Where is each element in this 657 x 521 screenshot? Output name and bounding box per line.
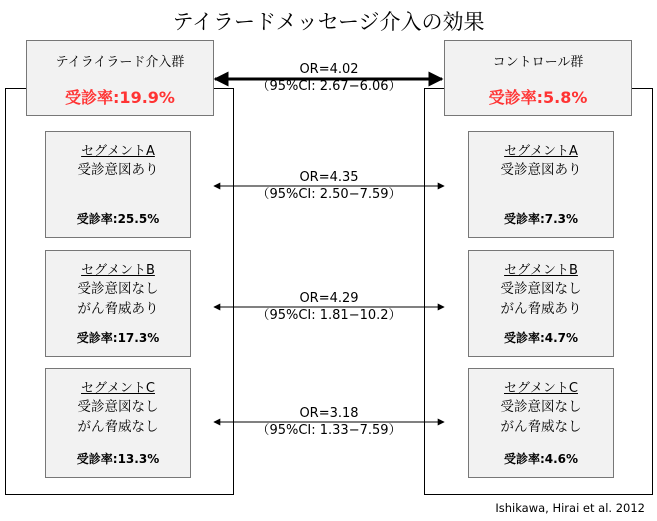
segment-description-line: 受診意図なし <box>500 281 582 297</box>
segment-description-line: 受診意図なし <box>77 399 159 415</box>
segment-rate: 受診率:17.3% <box>76 331 160 345</box>
odds-ratio: OR=4.35 <box>299 170 359 185</box>
citation: Ishikawa, Hirai et al. 2012 <box>495 501 645 515</box>
segment-rate: 受診率:4.6% <box>503 452 579 466</box>
segment-rate: 受診率:13.3% <box>76 452 160 466</box>
segment-name: セグメントC <box>81 381 155 396</box>
diagram-title: テイラードメッセージ介入の効果 <box>172 10 485 34</box>
segment-description-line: 受診意図あり <box>77 162 159 178</box>
segment-description-line: 受診意図なし <box>77 281 159 297</box>
segment-rate: 受診率:25.5% <box>76 212 160 226</box>
segment-name: セグメントC <box>504 381 578 396</box>
segment-name: セグメントA <box>81 144 155 159</box>
odds-ratio: OR=4.02 <box>299 62 359 77</box>
odds-ratio: OR=3.18 <box>299 406 359 421</box>
segment-c-statistic <box>229 405 429 439</box>
control-overall-rate: 受診率:5.8% <box>488 88 588 107</box>
segment-description-line: がん脅威なし <box>77 419 159 435</box>
segment-b-statistic <box>229 290 429 324</box>
odds-ratio: OR=4.29 <box>299 291 359 306</box>
control-group-label: コントロール群 <box>492 55 584 70</box>
segment-description-line: がん脅威なし <box>500 419 582 435</box>
confidence-interval: （95%CI: 1.81−10.2） <box>256 308 402 323</box>
segment-description-line: がん脅威あり <box>77 301 159 317</box>
confidence-interval: （95%CI: 2.67−6.06） <box>256 79 402 94</box>
segment-a-statistic <box>229 169 429 203</box>
intervention-overall-rate: 受診率:19.9% <box>65 88 175 107</box>
confidence-interval: （95%CI: 1.33−7.59） <box>256 423 402 438</box>
segment-name: セグメントB <box>81 263 155 278</box>
segment-name: セグメントA <box>504 144 578 159</box>
intervention-group-label: テイライラード介入群 <box>55 55 185 70</box>
overall-statistic <box>229 61 429 95</box>
segment-name: セグメントB <box>504 263 578 278</box>
confidence-interval: （95%CI: 2.50−7.59） <box>256 187 402 202</box>
segment-description-line: 受診意図あり <box>500 162 582 178</box>
segment-rate: 受診率:7.3% <box>503 212 579 226</box>
segment-rate: 受診率:4.7% <box>503 331 579 345</box>
segment-description-line: 受診意図なし <box>500 399 582 415</box>
segment-description-line: がん脅威あり <box>500 301 582 317</box>
